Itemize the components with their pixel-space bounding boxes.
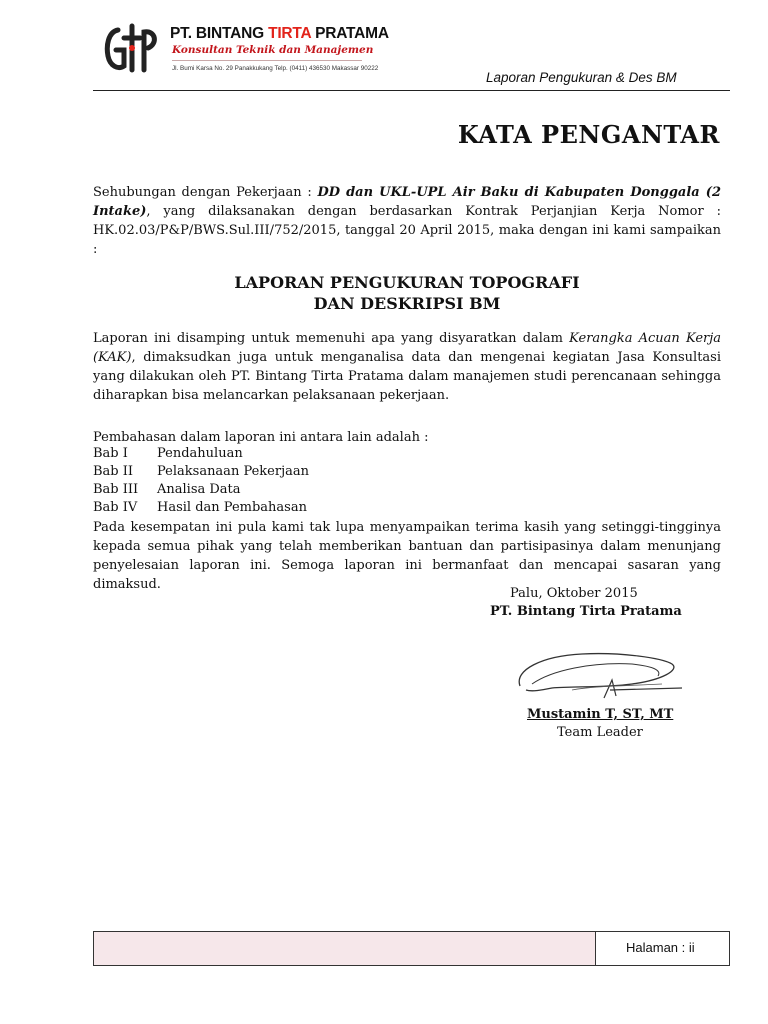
page-label: Halaman <box>626 940 679 955</box>
page-title: KATA PENGANTAR <box>457 120 720 149</box>
chapter-title: Pendahuluan <box>157 446 243 461</box>
company-address: Jl. Bumi Karsa No. 29 Panakkukang Telp. (0411) 436530 Makassar 90222 <box>172 65 379 72</box>
chapter-title: Pelaksanaan Pekerjaan <box>157 464 309 479</box>
intro-paragraph <box>93 183 721 259</box>
company-tagline: Konsultan Teknik dan Manajemen <box>172 44 374 56</box>
chapter-number: Bab I <box>93 446 128 461</box>
company-name-prefix: PT. BINTANG <box>170 25 269 42</box>
body-paragraph-3: Pada kesempatan ini pula kami tak lupa menyampaikan terima kasih yang setinggi-tingginya kepada semua pihak yang telah memberikan bantuan dan partisipasinya dalam menunjang penyelesaian laporan ini. Semoga laporan ini bermanfaat dan mencapai sasaran yang dimaksud. <box>93 520 721 592</box>
project-name: DD dan UKL-UPL Air Baku di Kabupaten Donggala (2 Intake) <box>93 185 721 219</box>
place-date: Palu, Oktober 2015 <box>510 586 638 601</box>
chapter-item <box>93 481 309 499</box>
company-name-suffix: PRATAMA <box>310 25 389 42</box>
intro-text-2: , yang dilaksanakan dengan berdasarkan Kontrak Perjanjian Kerja Nomor : HK.02.03/P&P/BWS.Sul.III/752/2015, tanggal 20 April 2015, maka dengan ini kami sampaikan : <box>93 204 721 257</box>
signer-role: Team Leader <box>557 725 643 740</box>
para1-emphasis: Kerangka Acuan Kerja (KAK) <box>93 331 722 365</box>
handwritten-signature <box>512 640 688 702</box>
subtitle-line-1: LAPORAN PENGUKURAN TOPOGRAFI <box>234 273 580 292</box>
company-logo <box>104 22 160 74</box>
header-subrule <box>172 60 362 61</box>
para1-text-1: Laporan ini disamping untuk memenuhi apa yang disyaratkan dalam <box>93 331 570 346</box>
page-number-label <box>626 940 695 955</box>
chapter-item <box>93 499 309 517</box>
subtitle-line-2: DAN DESKRIPSI BM <box>313 294 501 313</box>
chapter-number: Bab II <box>93 464 134 479</box>
document-label: Laporan Pengukuran & Des BM <box>486 70 677 85</box>
company-name-highlight: TIRTA <box>268 25 311 42</box>
para1-text-2: , dimaksudkan juga untuk menganalisa data dan mengenai kegiatan Jasa Konsultasi yang dilakukan oleh PT. Bintang Tirta Pratama dalam manajemen studi perencanaan sehingga diharapkan bisa melancarkan pelaksanaan pekerjaan. <box>93 350 721 403</box>
signer-name: Mustamin T, ST, MT <box>527 707 674 722</box>
signing-company: PT. Bintang Tirta Pratama <box>490 604 682 619</box>
page-separator: : <box>678 940 689 955</box>
report-subtitle <box>93 272 721 314</box>
chapter-title: Analisa Data <box>157 482 241 497</box>
intro-text-1: Sehubungan dengan Pekerjaan : <box>93 185 318 200</box>
body-paragraph-1 <box>93 329 721 405</box>
header-divider <box>93 90 730 91</box>
chapter-item <box>93 463 309 481</box>
chapter-list <box>93 445 309 517</box>
chapter-number: Bab IV <box>93 500 138 515</box>
page-number: ii <box>688 940 695 955</box>
footer-divider <box>595 931 596 966</box>
chapter-item <box>93 445 309 463</box>
chapter-number: Bab III <box>93 482 139 497</box>
chapter-title: Hasil dan Pembahasan <box>157 500 307 515</box>
body-paragraph-2: Pembahasan dalam laporan ini antara lain adalah : <box>93 430 429 445</box>
company-name <box>170 25 389 43</box>
